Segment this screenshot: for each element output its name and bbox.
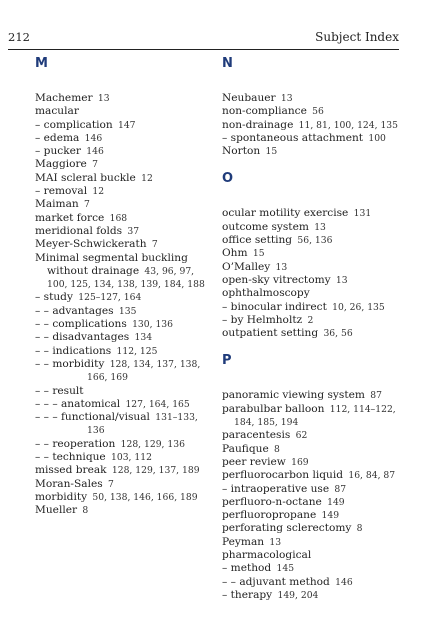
index-entry	[222, 327, 400, 340]
index-entry	[222, 119, 400, 132]
index-entry	[35, 491, 213, 504]
index-entries-m	[35, 92, 213, 518]
index-term: Maggiore	[35, 158, 87, 171]
index-entry	[35, 172, 213, 185]
index-term: – removal	[35, 185, 88, 198]
page-reference: 146	[335, 576, 353, 588]
index-entry	[35, 504, 213, 517]
index-term: open-sky vitrectomy	[222, 273, 331, 286]
page-reference: 149	[327, 496, 345, 508]
page-reference: 36, 56	[323, 328, 353, 340]
section-letter-p: P	[222, 353, 232, 369]
index-term: – spontaneous attachment	[222, 131, 364, 144]
index-entry	[35, 92, 213, 105]
index-term: office setting	[222, 234, 293, 247]
page-reference: 169	[291, 456, 309, 468]
index-term: market force	[35, 211, 105, 224]
page-reference: 147	[117, 119, 136, 131]
page-number: 212	[8, 30, 30, 44]
index-entry	[222, 589, 400, 602]
index-entry	[35, 331, 213, 344]
index-term: missed break	[35, 464, 107, 477]
index-entry	[35, 132, 213, 145]
index-term: O’Malley	[222, 260, 271, 273]
running-head: Subject Index	[315, 30, 399, 44]
index-entry	[222, 247, 400, 260]
index-term: peer review	[222, 455, 286, 468]
index-term: – binocular indirect	[222, 300, 327, 313]
page-reference: 11, 81, 100, 124, 135	[298, 119, 398, 131]
page-reference: 13	[335, 274, 348, 286]
page-reference: 56, 136	[297, 235, 333, 247]
page-reference: 87	[334, 483, 347, 495]
page-reference: 13	[97, 93, 110, 104]
index-entry	[222, 483, 400, 496]
page-reference: 184, 185, 194	[234, 417, 299, 429]
index-entry	[35, 411, 213, 424]
page-reference: 127, 164, 165	[125, 398, 190, 410]
page-reference: 100	[368, 132, 386, 144]
index-term: – method	[222, 562, 272, 575]
page-reference: 130, 136	[132, 319, 173, 331]
index-entries-p	[222, 389, 400, 602]
index-entry	[222, 536, 400, 549]
page-reference: 8	[356, 523, 363, 535]
index-entry	[222, 314, 400, 327]
page-reference: 112, 114–122,	[329, 403, 396, 415]
page-reference: 128, 129, 137, 189	[111, 465, 200, 477]
index-term: – study	[35, 291, 73, 304]
index-entry	[35, 478, 213, 491]
index-entry	[222, 456, 400, 469]
index-term: panoramic viewing system	[222, 389, 365, 402]
page-reference: 166, 169	[87, 372, 128, 384]
index-term: ophthalmoscopy	[222, 287, 310, 300]
index-entry	[35, 318, 213, 331]
index-entry	[222, 509, 400, 522]
index-entry	[35, 305, 213, 318]
page-reference: 50, 138, 146, 166, 189	[92, 491, 198, 503]
page-reference: 149	[321, 510, 340, 522]
page-reference: 2	[307, 314, 314, 326]
page-reference: 128, 134, 137, 138,	[109, 358, 201, 370]
index-entry	[222, 234, 400, 247]
page-reference: 146	[86, 146, 104, 158]
index-term: – – complications	[35, 318, 127, 331]
section-letter-n: N	[222, 56, 233, 71]
page-reference: 125–127, 164	[78, 292, 142, 304]
index-entry	[222, 522, 400, 535]
index-term: – by Helmholtz	[222, 313, 303, 326]
index-entry	[35, 398, 213, 411]
index-entry	[35, 358, 213, 371]
page-reference: 8	[82, 505, 89, 517]
index-term: outcome system	[222, 220, 309, 233]
index-term: Meyer-Schwickerath	[35, 238, 147, 251]
page-reference: 134	[134, 332, 153, 344]
page-reference: 13	[280, 93, 293, 104]
index-term: – – indications	[35, 344, 112, 357]
index-term: – – result	[35, 384, 84, 397]
page-reference: 7	[92, 159, 98, 171]
page-reference: 7	[84, 199, 90, 211]
index-term: Moran-Sales	[35, 477, 103, 490]
page-reference: 15	[265, 146, 278, 158]
page-reference: 7	[151, 239, 158, 251]
page-reference: 100, 125, 134, 138, 139, 184, 188	[47, 279, 205, 291]
index-term: parabulbar balloon	[222, 402, 325, 415]
page-reference: 12	[141, 172, 153, 184]
index-term: – therapy	[222, 588, 273, 601]
page-reference: 13	[314, 221, 326, 233]
page-reference: 131–133,	[155, 412, 198, 424]
index-term: without drainage	[47, 264, 140, 277]
page-reference: 128, 129, 136	[120, 438, 185, 450]
index-term: – complication	[35, 118, 113, 131]
index-term: – – advantages	[35, 304, 114, 317]
page-reference: 37	[127, 225, 140, 237]
index-entry	[222, 576, 400, 589]
page-header	[0, 0, 427, 52]
index-entry	[222, 287, 400, 300]
index-term: MAI scleral buckle	[35, 171, 136, 184]
index-term: non-drainage	[222, 118, 294, 131]
index-entry	[35, 212, 213, 225]
index-entry	[35, 158, 213, 171]
page-reference: 56	[312, 106, 324, 118]
index-entry	[35, 438, 213, 451]
page-reference: 7	[107, 478, 114, 490]
index-entry	[222, 301, 400, 314]
index-term: – – technique	[35, 451, 106, 464]
index-entry	[222, 261, 400, 274]
index-term: non-compliance	[222, 105, 307, 118]
index-term: pharmacological	[222, 549, 312, 562]
index-entry	[35, 105, 213, 118]
index-entry	[35, 252, 213, 265]
page-reference: 131	[353, 208, 372, 220]
index-term: meridional folds	[35, 224, 123, 237]
index-entry	[35, 291, 213, 304]
index-term: Paufique	[222, 442, 269, 455]
index-entry	[222, 105, 400, 118]
index-entry	[222, 469, 400, 482]
index-entry	[222, 92, 400, 105]
page-reference: 136	[87, 425, 105, 437]
index-entry	[222, 496, 400, 509]
index-term: – pucker	[35, 145, 81, 158]
index-entry	[35, 278, 213, 291]
index-term: Neubauer	[222, 92, 276, 104]
section-letter-o: O	[222, 171, 234, 187]
page-reference: 168	[109, 212, 128, 224]
page-reference: 43, 96, 97,	[144, 265, 195, 277]
page-reference: 149, 204	[277, 589, 319, 601]
index-entry	[222, 562, 400, 575]
page-reference: 62	[295, 430, 308, 442]
index-term: morbidity	[35, 490, 88, 503]
index-entry	[222, 145, 400, 158]
index-entry	[35, 451, 213, 464]
index-term: Mueller	[35, 504, 78, 517]
index-entry	[35, 198, 213, 211]
index-term: – – disadvantages	[35, 331, 130, 344]
index-term: ocular motility exercise	[222, 207, 349, 220]
index-entry	[222, 207, 400, 220]
index-term: – – adjuvant method	[222, 575, 330, 588]
page-reference: 13	[269, 536, 282, 548]
index-term: – – – anatomical	[35, 397, 121, 410]
index-entry	[35, 345, 213, 358]
index-entry	[35, 119, 213, 132]
page-reference: 15	[252, 248, 265, 260]
index-entry	[222, 416, 400, 429]
index-term: paracentesis	[222, 429, 291, 442]
index-term: macular	[35, 105, 79, 118]
page-reference: 146	[84, 132, 103, 144]
index-column-left	[35, 57, 213, 518]
section-letter-m: M	[35, 56, 48, 71]
page-reference: 13	[275, 261, 288, 273]
index-term: perfluoro-n-octane	[222, 495, 322, 508]
index-entry	[35, 464, 213, 477]
index-entries-n	[222, 92, 400, 158]
index-entry	[35, 371, 213, 384]
index-entry	[35, 225, 213, 238]
index-entry	[35, 185, 213, 198]
index-entry	[35, 424, 213, 437]
page-reference: 8	[274, 443, 280, 455]
index-column-right	[222, 57, 400, 602]
index-term: perforating sclerectomy	[222, 522, 352, 535]
index-entry	[35, 238, 213, 251]
index-entry	[222, 403, 400, 416]
index-term: – – – functional/visual	[35, 411, 150, 424]
index-entry	[35, 385, 213, 398]
page-reference: 103, 112	[111, 452, 152, 464]
index-entry	[222, 429, 400, 442]
index-term: Peyman	[222, 535, 265, 548]
index-entry	[222, 443, 400, 456]
index-term: – – reoperation	[35, 437, 116, 450]
index-entry	[222, 221, 400, 234]
page-reference: 112, 125	[116, 345, 158, 357]
page-reference: 135	[118, 305, 137, 317]
index-term: Maiman	[35, 198, 79, 211]
index-term: – edema	[35, 131, 80, 144]
index-term: perfluoropropane	[222, 509, 317, 522]
index-term: Minimal segmental buckling	[35, 251, 188, 264]
index-term: perfluorocarbon liquid	[222, 469, 344, 482]
index-term: Machemer	[35, 92, 93, 104]
index-term: outpatient setting	[222, 327, 319, 340]
index-entry	[222, 274, 400, 287]
index-term: Ohm	[222, 247, 248, 260]
index-entry	[35, 265, 213, 278]
index-entries-o	[222, 207, 400, 340]
page-reference: 87	[370, 390, 382, 402]
index-entry	[35, 145, 213, 158]
index-term: – – morbidity	[35, 357, 105, 370]
page-reference: 10, 26, 135	[332, 301, 385, 313]
index-entry	[222, 389, 400, 402]
index-entry	[222, 549, 400, 562]
page-reference: 145	[276, 563, 295, 575]
index-entry	[222, 132, 400, 145]
header-rule	[8, 49, 399, 50]
page-reference: 12	[92, 186, 105, 198]
index-term: Norton	[222, 145, 261, 158]
page-reference: 16, 84, 87	[348, 470, 396, 482]
index-term: – intraoperative use	[222, 482, 330, 495]
